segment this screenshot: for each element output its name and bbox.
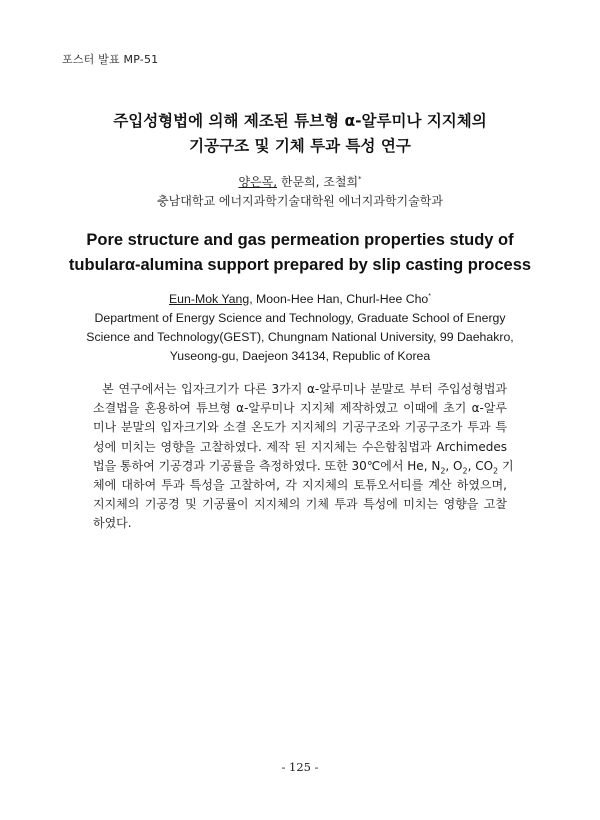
abstract-line: 성에 미치는 영향을 고찰하였다. 제작 된 지지체는 수은함침법과 Archimedes [93,439,507,454]
subscript: 2 [440,466,446,476]
corresponding-mark-en: * [428,292,431,300]
abstract-text: , CO [467,458,494,473]
abstract-line: 하였다. [93,516,132,531]
abstract-text: , O [445,458,463,473]
session-label: 포스터 발표 MP-51 [62,53,159,66]
abstract-line: 소결법을 혼용하여 튜브형 α-알루미나 지지체 제작하였고 이때에 초기 α-알루 [93,401,507,416]
subscript: 2 [493,466,499,476]
english-title-line-1: Pore structure and gas permeation properties study of [86,231,514,249]
english-coauthors: Moon-Hee Han, Churl-Hee Cho [252,292,429,306]
abstract-text: 본 연구에서는 입자크기가 다른 3가지 α-알루미나 분말로 부터 주입성형법과 [102,382,507,396]
english-authors [40,290,560,309]
korean-title-line-1: 주입성형법에 의해 제조된 튜브형 α-알루미나 지지체의 [113,112,487,130]
korean-presenting-author: 양은목, [238,175,278,189]
korean-authors [40,173,560,192]
page-number: - 125 - [281,760,319,774]
abstract-text: 기 [498,458,514,473]
english-affiliation-line-1: Department of Energy Science and Technology, Graduate School of Energy [94,311,506,325]
english-presenting-author: Eun-Mok Yang, [168,292,253,306]
english-title-line-2: tubularα-alumina support prepared by slip casting process [68,256,532,274]
korean-affiliation: 충남대학교 에너지과학기술대학원 에너지과학기술학과 [157,194,443,208]
abstract-line: 지지체의 기공경 및 기공률이 지지체의 기체 투과 특성에 미치는 영향을 고찰 [93,497,507,512]
korean-title [40,109,560,159]
korean-coauthors: 한문희, 조철희 [277,175,359,189]
abstract-body [93,380,514,534]
corresponding-mark-ko: * [358,175,362,183]
english-affiliation-line-2: Science and Technology(GEST), Chungnam National University, 99 Daehakro, [86,330,514,344]
english-affiliation-line-3: Yuseong-gu, Daejeon 34134, Republic of Korea [169,349,431,363]
abstract-text: 법을 통하여 기공경과 기공률을 측정하였다. 또한 30℃에서 He, N [93,458,441,473]
english-affiliation [40,309,560,366]
abstract-line [93,380,507,399]
korean-title-line-2: 기공구조 및 기체 투과 특성 연구 [189,137,411,155]
subscript: 2 [462,466,468,476]
abstract-line: 체에 대하여 투과 특성을 고찰하여, 각 지지체의 토튜오서티를 계산 하였으며, [93,478,507,493]
abstract-line [93,457,514,476]
english-title [30,228,570,278]
abstract-line: 미나 분말의 입자크기와 소결 온도가 지지체의 기공구조와 기공구조가 투과 특 [93,420,507,435]
